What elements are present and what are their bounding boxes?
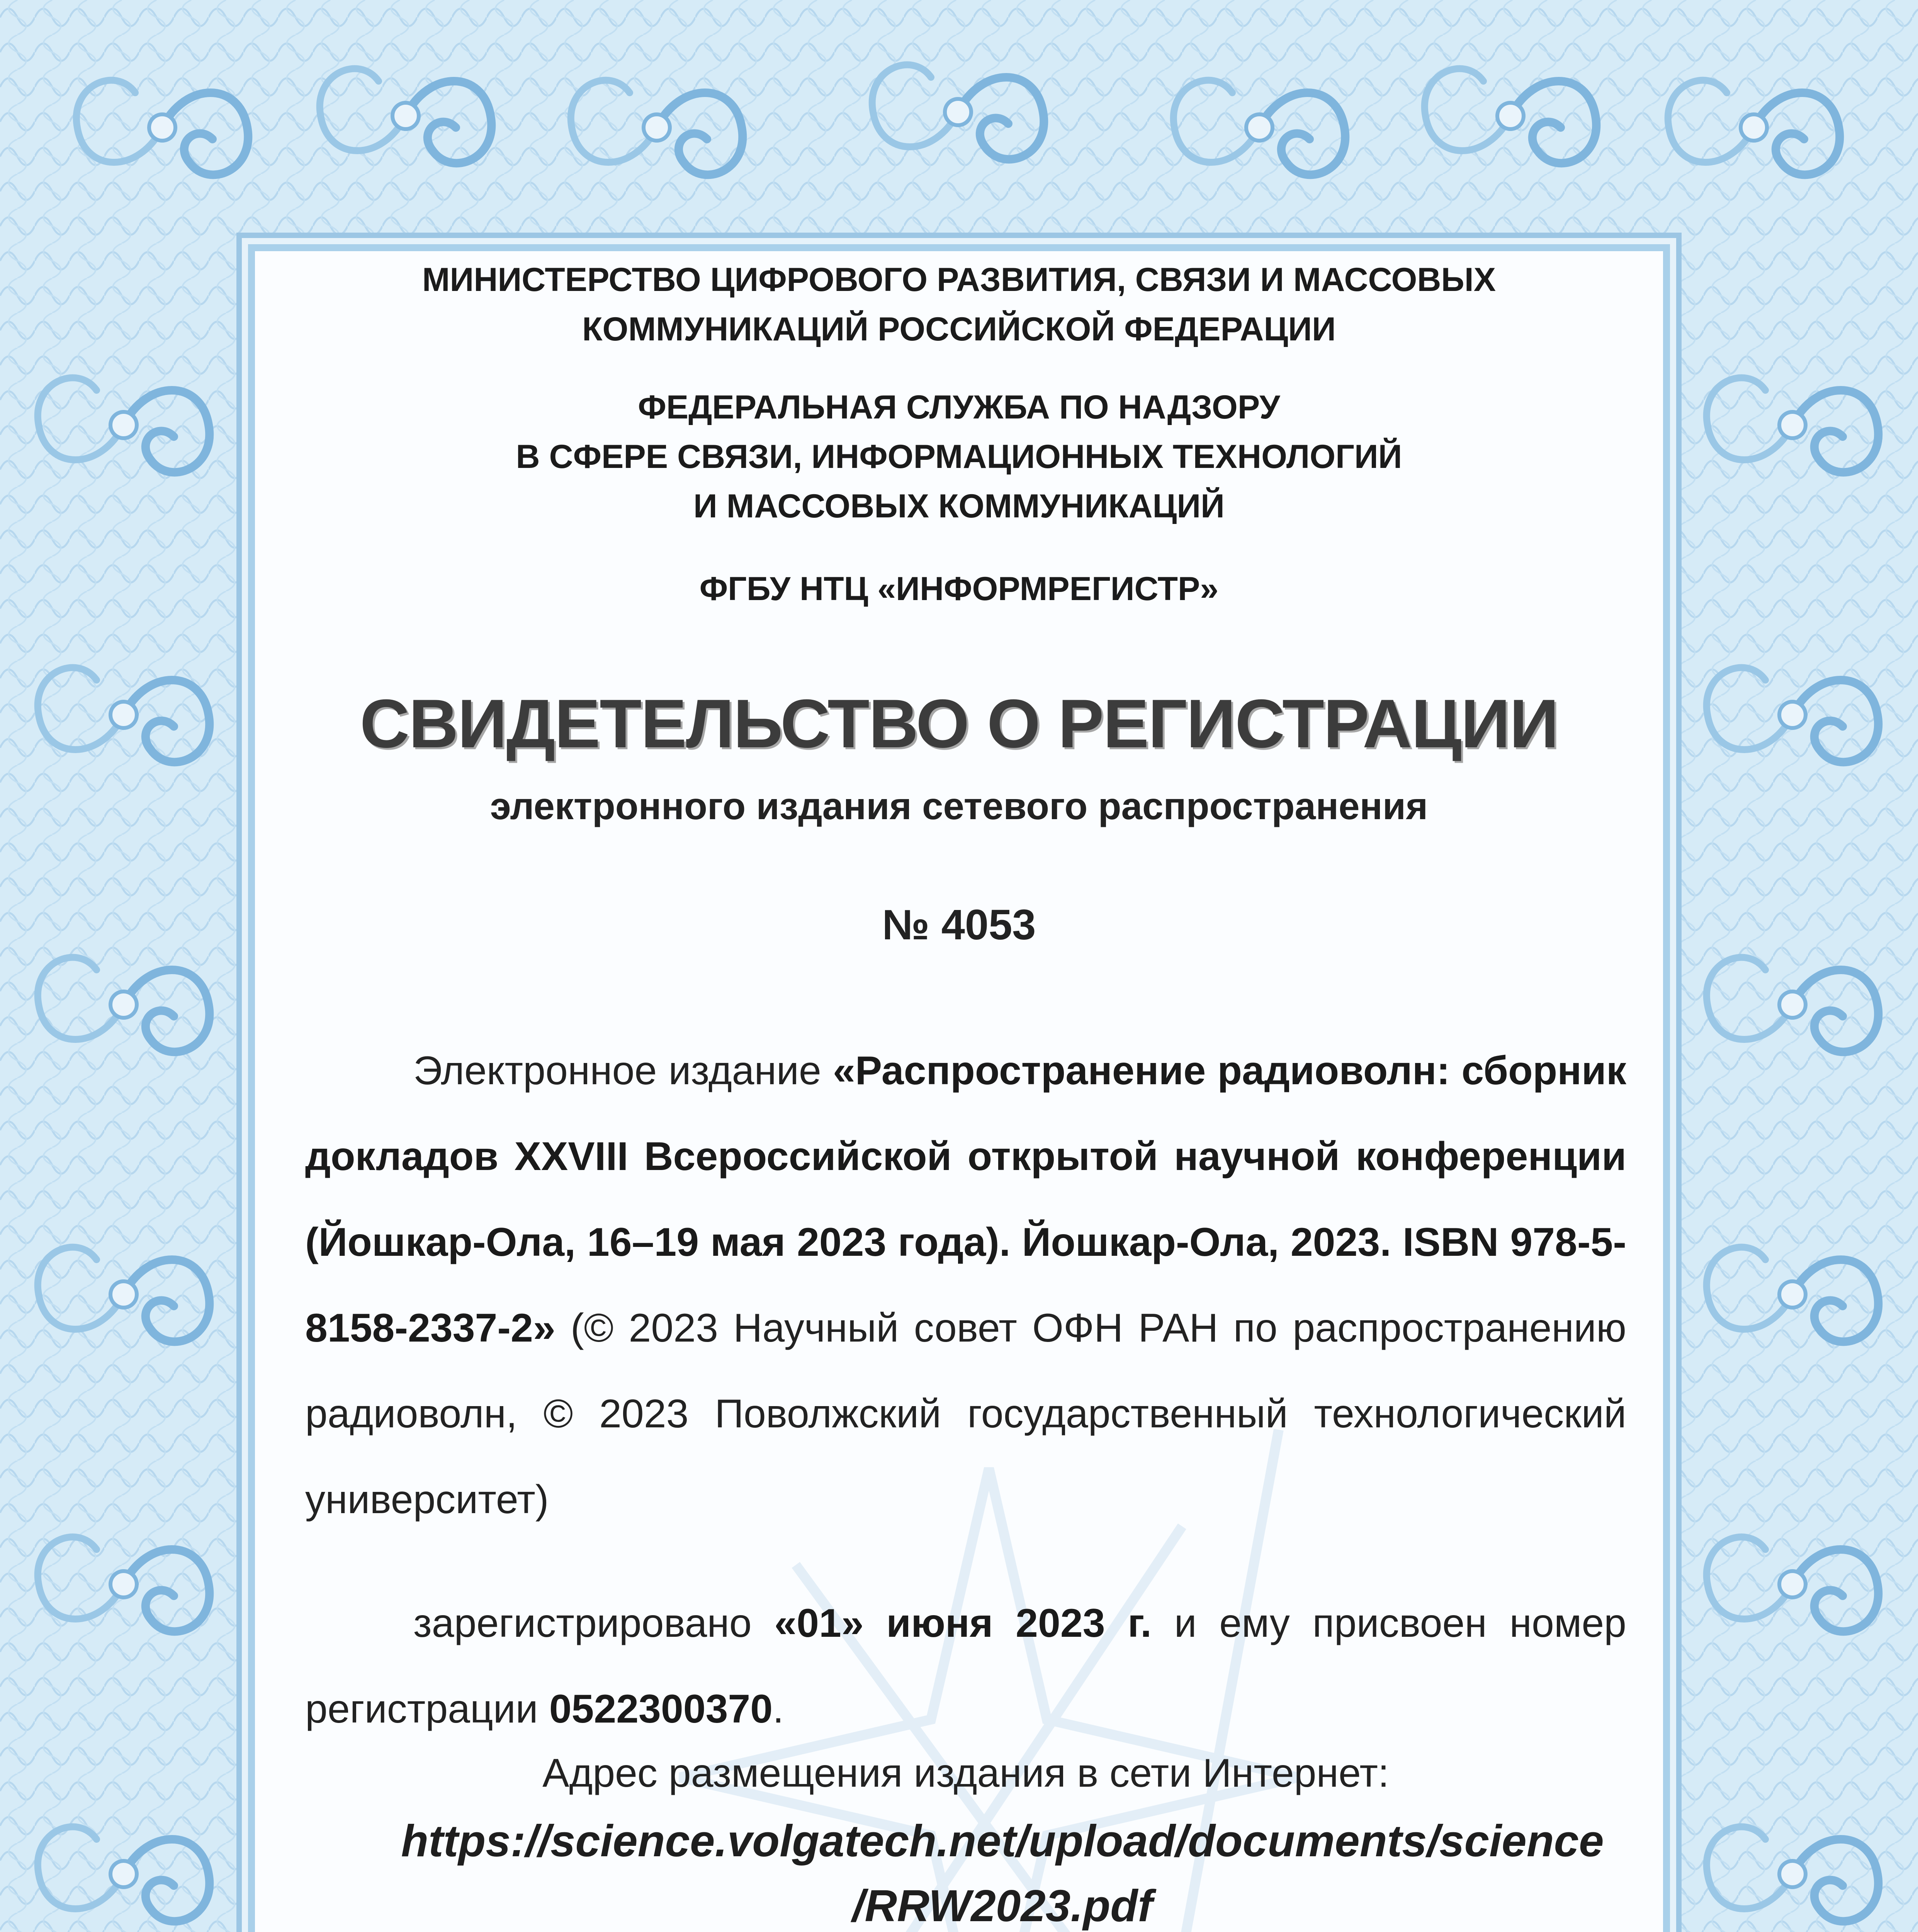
ministry-line-2: КОММУНИКАЦИЙ РОССИЙСКОЙ ФЕДЕРАЦИИ xyxy=(582,311,1336,348)
certificate-number: № 4053 xyxy=(882,901,1036,949)
registration-prefix: зарегистрировано xyxy=(413,1601,752,1646)
certificate-title: СВИДЕТЕЛЬСТВО О РЕГИСТРАЦИИ xyxy=(360,685,1558,762)
registration-paragraph xyxy=(305,1580,1626,1752)
edition-paragraph xyxy=(305,1028,1626,1543)
service-name xyxy=(255,383,1663,531)
edition-name: «Распространение радиоволн: сборник докладов XXVIII Всероссийской открытой научной конференции (Йошкар-Ола, 16–19 мая 2023 года). Йошкар-Ола, 2023. ISBN 978-5-8158-2337-2» xyxy=(305,1048,1626,1350)
address-url[interactable] xyxy=(379,1808,1626,1932)
service-line-2: В СФЕРЕ СВЯЗИ, ИНФОРМАЦИОННЫХ ТЕХНОЛОГИЙ xyxy=(516,438,1402,475)
address-url-line-1[interactable]: https://science.volgatech.net/upload/documents/science xyxy=(401,1816,1604,1866)
registration-date: «01» июня 2023 г. xyxy=(774,1601,1152,1646)
ministry-line-1: МИНИСТЕРСТВО ЦИФРОВОГО РАЗВИТИЯ, СВЯЗИ И МАССОВЫХ xyxy=(422,261,1496,298)
address-label: Адрес размещения издания в сети Интернет: xyxy=(542,1751,1389,1796)
registration-middle: и ему присвоен номер регистрации xyxy=(305,1601,1626,1731)
service-line-3: И МАССОВЫХ КОММУНИКАЦИЙ xyxy=(693,488,1225,525)
edition-copyright: (© 2023 Научный совет ОФН РАН по распространению радиоволн, © 2023 Поволжский государственный технологический университет) xyxy=(305,1306,1626,1522)
edition-prefix: Электронное издание xyxy=(413,1048,821,1093)
registration-suffix: . xyxy=(773,1687,784,1731)
ministry-name xyxy=(255,255,1663,354)
certificate-subtitle: электронного издания сетевого распространения xyxy=(490,785,1428,827)
service-line-1: ФЕДЕРАЛЬНАЯ СЛУЖБА ПО НАДЗОРУ xyxy=(638,389,1280,426)
address-url-line-2[interactable]: /RRW2023.pdf xyxy=(852,1881,1153,1931)
registration-number: 0522300370 xyxy=(549,1687,773,1731)
org-name: ФГБУ НТЦ «ИНФОРМРЕГИСТР» xyxy=(699,570,1219,607)
